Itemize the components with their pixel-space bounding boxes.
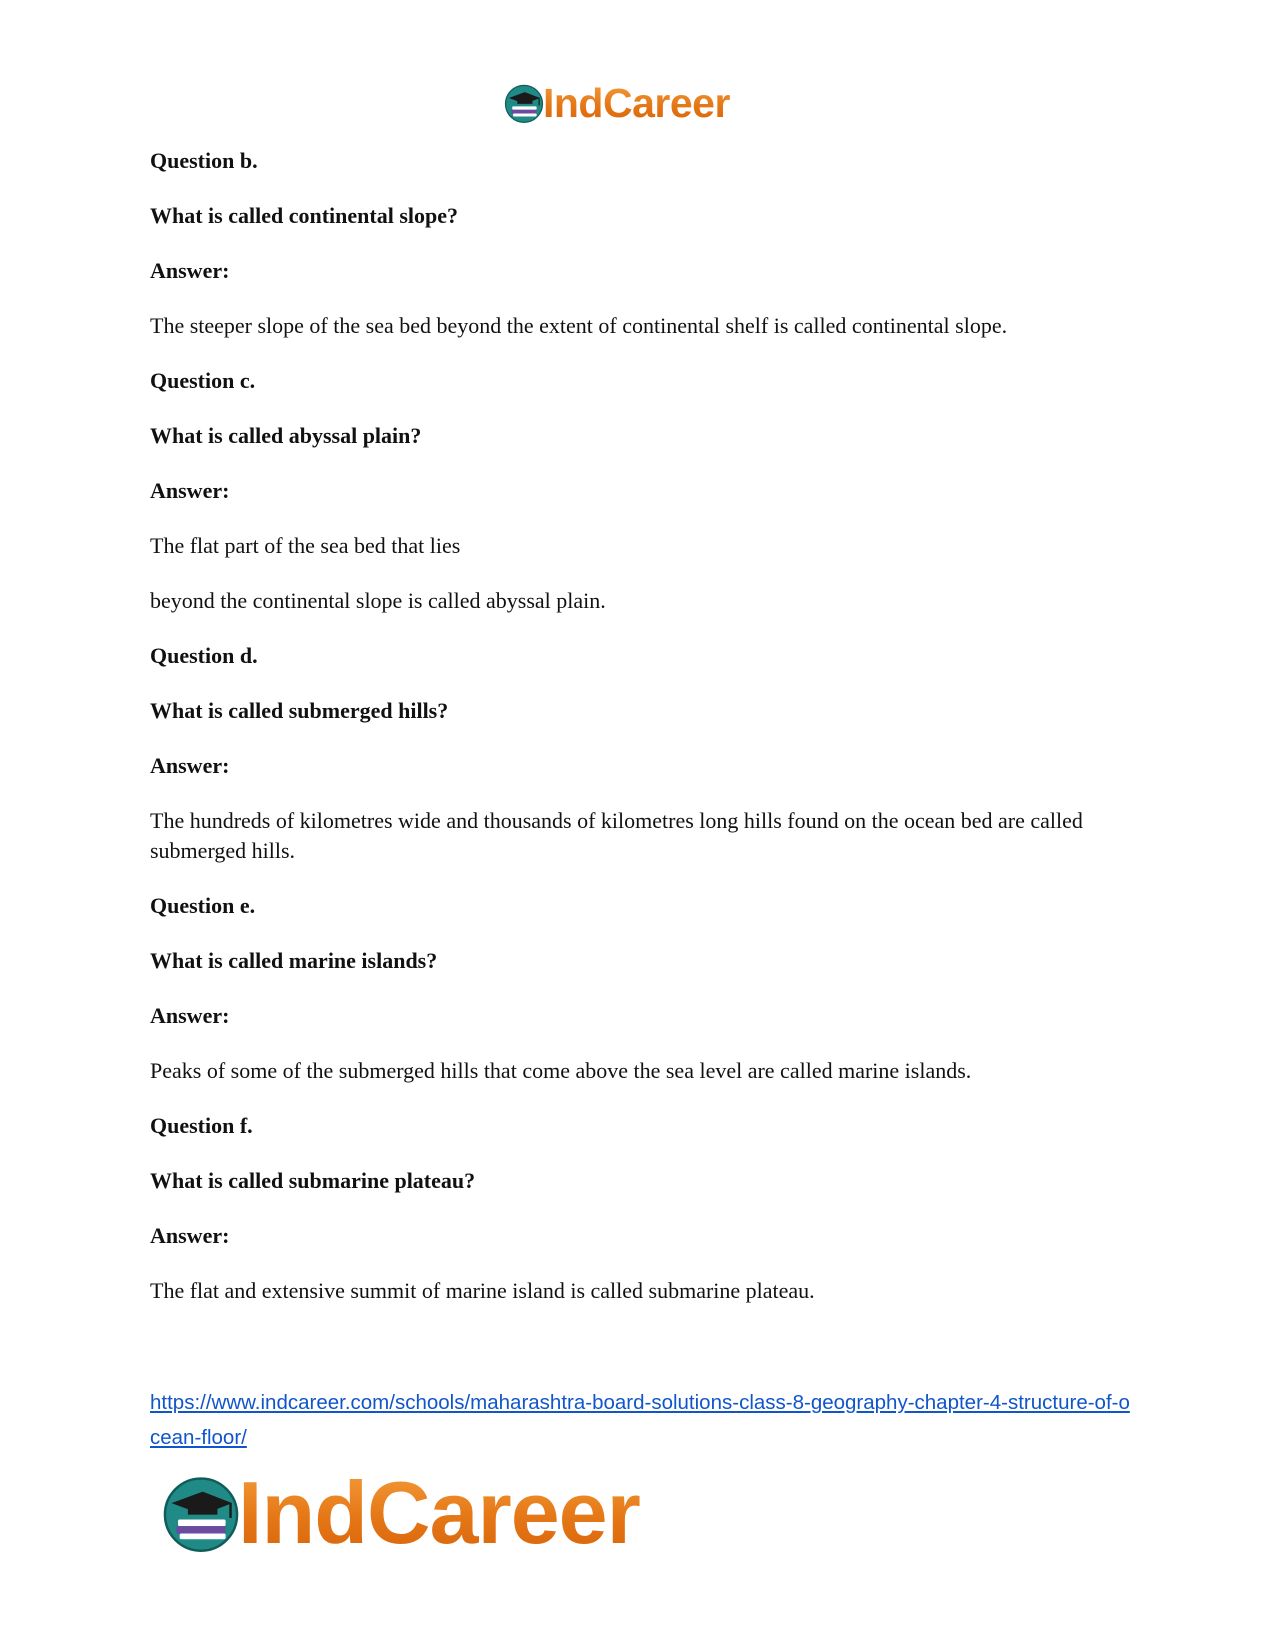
question-label: Question c.: [150, 368, 256, 393]
answer-text: Peaks of some of the submerged hills that come above the sea level are called marine islands.: [150, 1058, 972, 1083]
answer-label: Answer:: [150, 753, 230, 778]
answer-label: Answer:: [150, 1223, 230, 1248]
answer-text: The flat part of the sea bed that lies: [150, 533, 461, 558]
answer-label: Answer:: [150, 478, 230, 503]
qa-block: [150, 891, 1130, 1086]
qa-block: [150, 146, 1130, 341]
question-label: Question b.: [150, 148, 258, 173]
qa-block: [150, 641, 1130, 866]
graduation-book-icon: [503, 82, 545, 124]
answer-text: The hundreds of kilometres wide and thousands of kilometres long hills found on the ocean bed are called submerged hills.: [150, 808, 1083, 863]
question-text: What is called continental slope?: [150, 203, 459, 228]
answer-text: The steeper slope of the sea bed beyond the extent of continental shelf is called continental slope.: [150, 313, 1008, 338]
logo-wordmark: IndCareer: [543, 79, 730, 126]
answer-text: The flat and extensive summit of marine island is called submarine plateau.: [150, 1278, 815, 1303]
source-link[interactable]: https://www.indcareer.com/schools/maharashtra-board-solutions-class-8-geography-chapter-4-structure-of-ocean-floor/: [150, 1391, 1130, 1449]
footer-logo[interactable]: [160, 1463, 640, 1562]
answer-label: Answer:: [150, 1003, 230, 1028]
answer-label: Answer:: [150, 258, 230, 283]
qa-content: [150, 146, 1130, 1331]
graduation-book-icon: [160, 1472, 242, 1554]
question-label: Question d.: [150, 643, 258, 668]
answer-text: beyond the continental slope is called abyssal plain.: [150, 588, 606, 613]
question-text: What is called abyssal plain?: [150, 423, 422, 448]
qa-block: [150, 366, 1130, 616]
logo-wordmark: IndCareer: [238, 1463, 640, 1562]
question-label: Question f.: [150, 1113, 253, 1138]
question-text: What is called submerged hills?: [150, 698, 449, 723]
question-text: What is called submarine plateau?: [150, 1168, 476, 1193]
header-logo: [503, 80, 730, 126]
qa-block: [150, 1111, 1130, 1306]
question-text: What is called marine islands?: [150, 948, 438, 973]
question-label: Question e.: [150, 893, 256, 918]
